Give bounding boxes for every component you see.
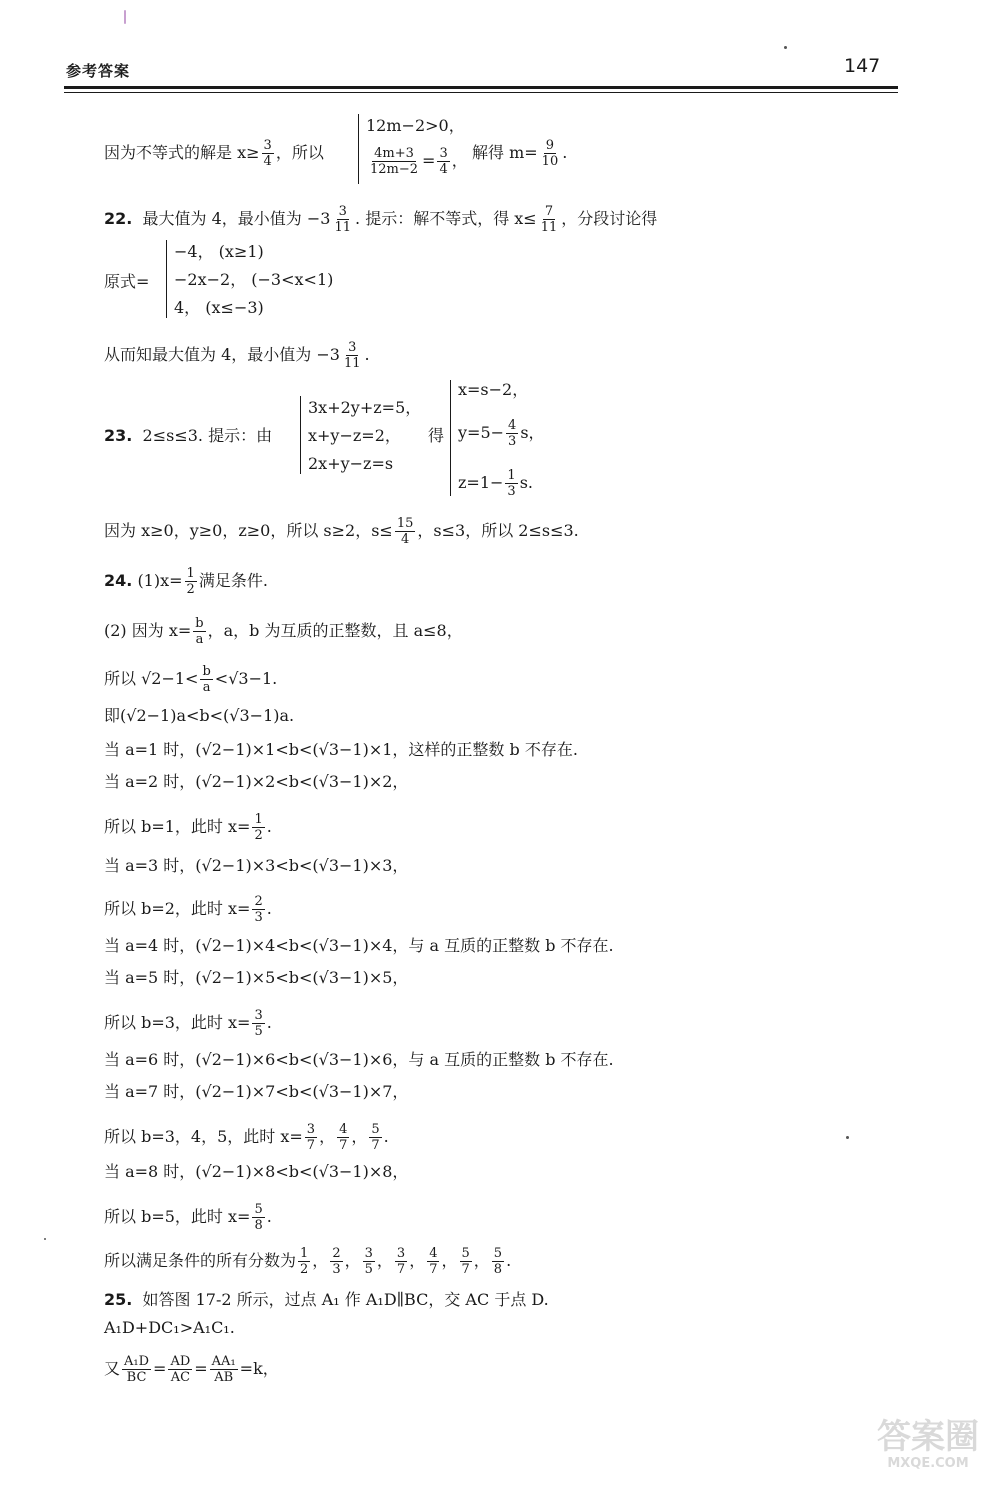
piecewise-case-1: −4， (x≥1) [174,242,264,261]
solution-z: z=1− $\frac{1}{3}$ s. [458,468,533,499]
answer-25-line: A₁D+DC₁>A₁C₁. [104,1318,235,1337]
system-condition-1: 12m−2>0， [366,116,465,135]
system-condition-2: $\frac{4m+3}{12m-2}$ = $\frac{3}{4}$ ， [370,146,468,177]
separator: ， [409,1251,426,1270]
equation-2: x+y−z=2， [308,426,401,445]
fraction: $\frac{3}{4}$ [263,138,272,169]
piecewise-case-3: 4， (x≤−3) [174,298,264,317]
system-brace [358,114,359,184]
answer-24-line: 当 a=3 时，(√2−1)×3<b<(√3−1)×3， [104,856,409,875]
separator: ， [376,1251,393,1270]
scan-speck [784,46,787,49]
answer-24-line: 所以 b=2，此时 x= $\frac{2}{3}$ . [104,894,272,925]
answer-21-conclusion: 因为不等式的解是 x≥ $\frac{3}{4}$ ，所以 [104,138,324,169]
answer-22: 22. 最大值为 4，最小值为 −3 $\frac{3}{11}$ . 提示：解不等式，得 x≤ $\frac{7}{11}$ ，分段讨论得 [104,204,658,235]
solution-x: x=s−2， [458,380,529,399]
answer-24-line: 所以 b=5，此时 x= $\frac{5}{8}$ . [104,1202,272,1233]
equation-1: 3x+2y+z=5， [308,398,422,417]
solution-m: 解得 m= $\frac{9}{10}$ . [472,138,568,169]
equation-3: 2x+y−z=s [308,454,394,473]
answer-24-conclusion: 所以满足条件的所有分数为 $\frac{1}{2}$ ， $\frac{2}{3}$ ， $\frac{3}{5}$ ， $\frac{3}{7}$ ， $\frac{4}{7}$ ， $\frac{5}{7}$ ， $\frac{5}{8}$ . [104,1246,512,1277]
answer-25: 25. 如答图 17-2 所示，过点 A₁ 作 A₁D∥BC，交 AC 于点 D. [104,1290,549,1309]
scan-speck [44,1238,46,1240]
answer-23-conclusion: 因为 x≥0，y≥0，z≥0，所以 s≥2，s≤ $\frac{15}{4}$ ，s≤3，所以 2≤s≤3. [104,516,579,547]
scan-speck [846,1136,849,1139]
fraction: $\frac{2}{3}$ [332,1246,341,1277]
fraction: $\frac{3}{7}$ [396,1246,406,1277]
equation-system-brace [300,396,301,474]
fraction: $\frac{5}{7}$ [461,1246,470,1277]
piecewise-case-2: −2x−2， (−3<x<1) [174,270,334,289]
solution-brace [450,380,451,496]
answer-24-line: 当 a=2 时，(√2−1)×2<b<(√3−1)×2， [104,772,409,791]
answer-24-line: 所以 b=3，4，5，此时 x= $\frac{3}{7}$ ， $\frac{4}{7}$ ， $\frac{5}{7}$ . [104,1122,389,1153]
answer-23: 23. 2≤s≤3. 提示：由 [104,426,273,445]
answer-22-conclusion: 从而知最大值为 4，最小值为 −3 $\frac{3}{11}$ . [104,340,370,371]
separator: ， [344,1251,361,1270]
answer-24-line: 所以 b=1，此时 x= $\frac{1}{2}$ . [104,812,272,843]
answer-25-ratio: 又 $\frac{\text{A₁D}}{BC}$ = $\frac{AD}{AC}$ = $\frac{\text{AA₁}}{AB}$ =k， [104,1354,279,1385]
derive-word: 得 [428,426,445,445]
answer-24-line: 当 a=7 时，(√2−1)×7<b<(√3−1)×7， [104,1082,409,1101]
answer-24-line: 所以 b=3，此时 x= $\frac{3}{5}$ . [104,1008,272,1039]
page-number: 147 [844,55,881,77]
answer-24-line: 即(√2−1)a<b<(√3−1)a. [104,706,295,725]
watermark-logo: 答案圈 MXQE.COM [877,1417,979,1471]
fraction: $\frac{4}{7}$ [429,1246,438,1277]
answer-24-inequality: 所以 √2−1< $\frac{b}{a}$ <√3−1. [104,664,278,695]
header-rule-thin [64,92,898,93]
scan-speck [124,10,126,24]
answer-24-line: 当 a=5 时，(√2−1)×5<b<(√3−1)×5， [104,968,409,987]
solution-y: y=5− $\frac{4}{3}$ s， [458,418,545,449]
fraction: $\frac{3}{5}$ [364,1246,373,1277]
answer-24-line: 当 a=6 时，(√2−1)×6<b<(√3−1)×6，与 a 互质的正整数 b 不存在. [104,1050,614,1069]
fraction: $\frac{5}{8}$ [493,1246,503,1277]
piecewise-label: 原式= [104,272,150,291]
answer-24-line: 当 a=8 时，(√2−1)×8<b<(√3−1)×8， [104,1162,409,1181]
separator: ， [312,1251,329,1270]
fraction: $\frac{1}{2}$ [300,1246,309,1277]
separator: ， [473,1251,490,1270]
answer-24-line: 当 a=4 时，(√2−1)×4<b<(√3−1)×4，与 a 互质的正整数 b 不存在. [104,936,614,955]
answer-24-part2: (2) 因为 x= $\frac{b}{a}$ ，a，b 为互质的正整数，且 a≤8， [104,616,463,647]
separator: ， [441,1251,458,1270]
header-section-title: 参考答案 [66,62,131,80]
answer-24-line: 当 a=1 时，(√2−1)×1<b<(√3−1)×1，这样的正整数 b 不存在. [104,740,578,759]
piecewise-brace [166,240,167,318]
answer-24-part1: 24. (1)x= $\frac{1}{2}$ 满足条件. [104,566,268,597]
header-rule-thick [64,86,898,89]
